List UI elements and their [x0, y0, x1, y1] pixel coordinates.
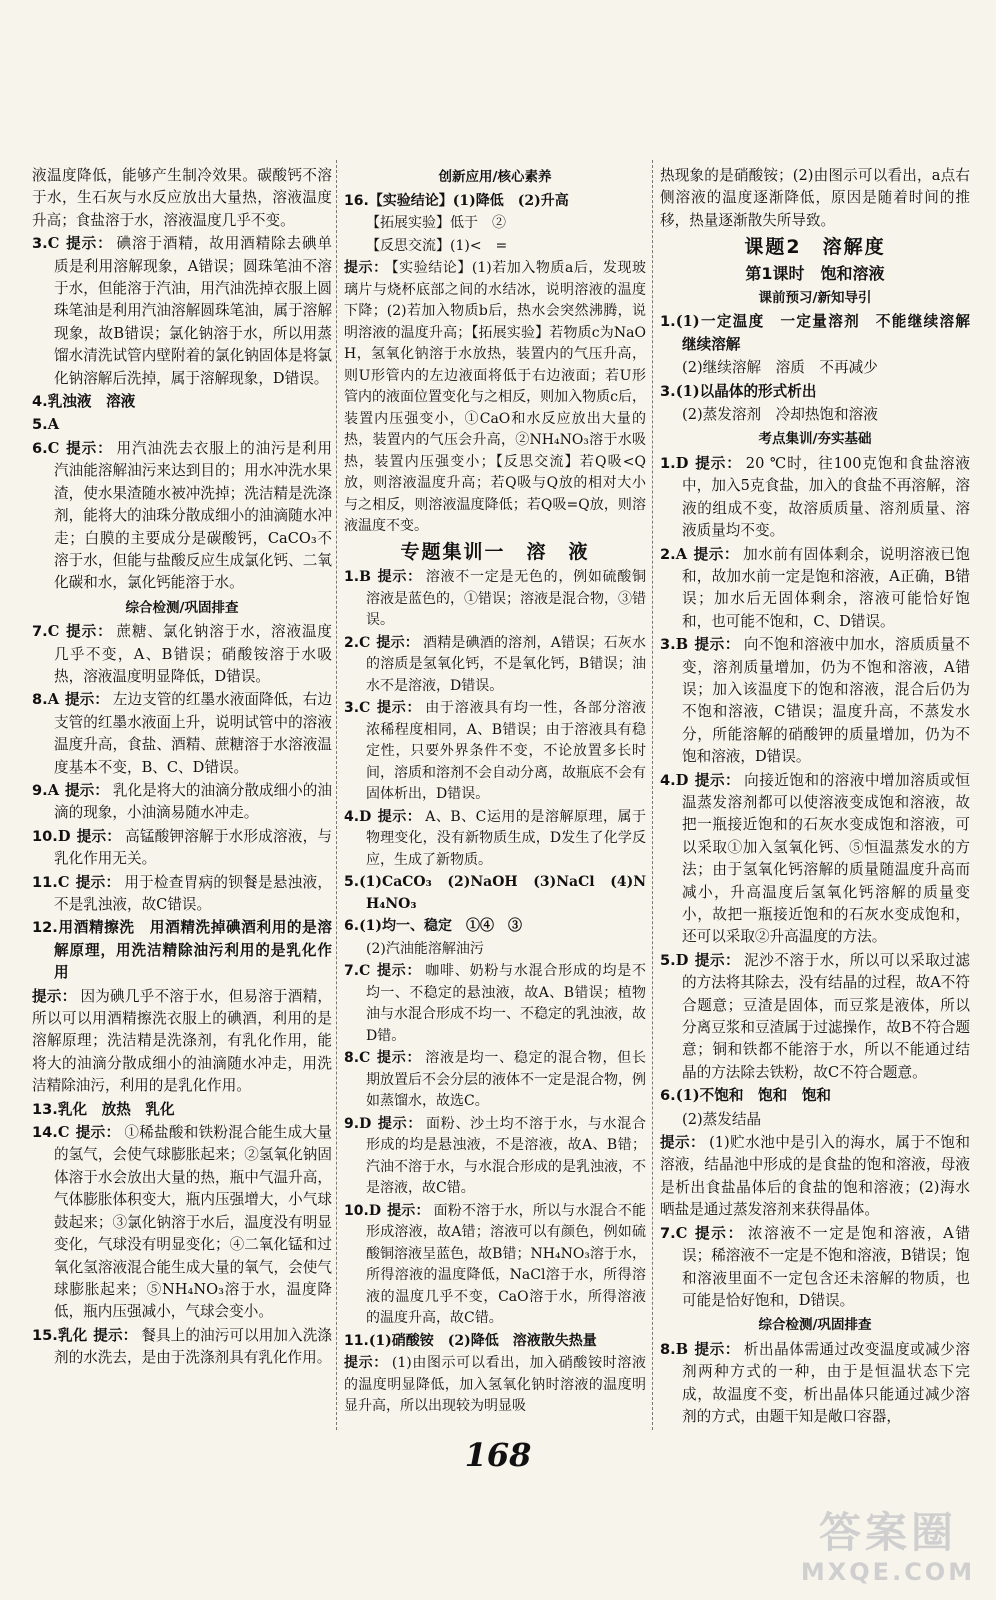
hint-paragraph — [344, 258, 646, 538]
hint-label: 提示： — [694, 951, 741, 969]
question-number: 4. — [32, 393, 48, 411]
continued-text: 液温度降低，能够产生制冷效果。碳酸钙不溶于水，生石灰与水反应放出大量热，溶液温度升高；食盐溶于水，溶液温度几乎不变。 — [32, 167, 332, 229]
hint-label: 提示： — [376, 1050, 422, 1066]
question-number: 15. — [32, 1326, 58, 1344]
answer-value: (1)以晶体的形式析出 — [675, 382, 817, 400]
question-number: 7. — [660, 1224, 676, 1242]
watermark-logo: 答案圈 — [818, 1508, 957, 1557]
question-number: 4. — [344, 808, 360, 825]
answer-value: A — [47, 416, 60, 434]
sub-answer: 【反思交流】(1)< = — [366, 237, 508, 254]
answer-item — [32, 1325, 332, 1370]
hint-label: 提示： — [660, 1134, 706, 1152]
section-heading: 考点集训/夯实基础 — [758, 431, 872, 448]
answer-value: B — [675, 636, 689, 654]
answer-item — [660, 950, 970, 1084]
hint-label: 提示： — [694, 454, 742, 472]
hint-text: 咖啡、奶粉与水混合形成的均是不均一、不稳定的悬浊液，故A、B错误；植物油与水混合形成不均一、不稳定的乳浊液，故D错。 — [366, 963, 646, 1044]
question-number: 5. — [660, 951, 676, 969]
answer-value: D — [675, 771, 689, 789]
answer-value: D — [359, 1115, 372, 1132]
answer-item — [344, 567, 646, 632]
answer-value: C — [47, 623, 60, 641]
answer-value: (1)CaCO₃ (2)NaOH (3)NaCl (4)NH₄NO₃ — [359, 874, 646, 912]
hint-text: 乳化是将大的油滴分散成细小的油滴的现象，小油滴易随水冲走。 — [54, 781, 332, 822]
hint-text: ①稀盐酸和铁粉混合能生成大量的氢气，会使气球膨胀起来；②氢氧化钠固体溶于水会放出大量的热，瓶中气温升高，气体膨胀体积变大，瓶内压强增大，小气球鼓起来；③氯化钠溶于水后，温度没有明显变化，气球没有明显变化；④二氧化锰和过氧化氢溶液混合能生成大量的氧气，会使气球膨胀起来；⑤NH₄NO₃溶于水，温度降低，瓶内压强减小，气球会变小。 — [54, 1124, 332, 1321]
hint-label: 提示： — [65, 623, 113, 641]
answer-value: (1)均一、稳定 ①④ ③ — [359, 918, 523, 934]
answer-item — [660, 634, 970, 768]
section-heading: 综合检测/巩固排查 — [125, 599, 239, 616]
answer-item — [32, 780, 332, 825]
answer-value: A — [675, 545, 688, 563]
hint-label: 提示： — [386, 1202, 430, 1219]
answer-value: (1)不饱和 饱和 饱和 — [675, 1087, 832, 1105]
answer-item — [32, 826, 332, 871]
answer-item — [32, 1099, 332, 1121]
answer-item — [660, 381, 970, 403]
hint-text: (1)贮水池中是引入的海水，属于不饱和溶液，结晶池中形成的是食盐的饱和溶液，母液是析出食盐晶体后的食盐的饱和溶液；(2)海水晒盐是通过蒸发溶剂来获得晶体。 — [660, 1134, 970, 1219]
sub-answer: (2)继续溶解 溶质 不再减少 — [682, 359, 878, 377]
answer-value: 用酒精擦洗 用酒精洗掉碘酒利用的是溶解原理，用洗洁精除油污利用的是乳化作用 — [54, 919, 332, 982]
answer-item — [32, 917, 332, 984]
question-number: 6. — [344, 918, 360, 934]
hint-text: 高锰酸钾溶解于水形成溶液，与乳化作用无关。 — [54, 827, 332, 868]
sub-answer: (2)汽油能溶解油污 — [366, 940, 484, 957]
column-right — [660, 165, 985, 1429]
section-heading: 创新应用/核心素养 — [438, 169, 552, 185]
question-number: 3. — [660, 636, 676, 654]
hint-label: 提示： — [65, 691, 109, 709]
answer-value: (1)一定温度 一定量溶剂 不能继续溶解 继续溶解 — [675, 313, 985, 353]
answer-item — [660, 311, 985, 356]
hint-label: 提示： — [694, 1340, 740, 1358]
hint-text: 酒精是碘酒的溶剂，A错误；石灰水的溶质是氢氧化钙，不是氧化钙，B错误；油水不是溶液，D错误。 — [366, 634, 646, 694]
answer-value: C — [57, 1124, 70, 1142]
question-number: 8. — [660, 1340, 676, 1358]
hint-label: 提示： — [76, 827, 122, 845]
hint-label: 提示： — [376, 634, 419, 651]
hint-label: 提示： — [377, 808, 422, 825]
hint-label: 提示： — [65, 235, 113, 253]
hint-label: 提示： — [694, 636, 740, 654]
hint-text: 用于检查胃病的钡餐是悬浊液，不是乳浊液，故C错误。 — [54, 873, 332, 913]
question-number: 11. — [344, 1332, 369, 1349]
question-number: 10. — [344, 1202, 369, 1219]
answer-item — [344, 807, 646, 872]
answer-item — [344, 698, 646, 806]
hint-label: 提示： — [694, 771, 741, 789]
answer-item — [660, 544, 970, 634]
answer-item — [660, 453, 970, 543]
page-number: 168 — [464, 1436, 532, 1474]
answer-value: 乳化 — [57, 1326, 88, 1344]
answer-value: C — [359, 634, 371, 651]
question-number: 16. — [344, 192, 369, 209]
answer-value: C — [47, 235, 60, 253]
answer-item — [32, 438, 332, 595]
section-heading: 综合检测/巩固排查 — [758, 1317, 872, 1334]
sub-answer: (2)蒸发溶剂 冷却热饱和溶液 — [682, 406, 878, 424]
question-number: 6. — [32, 439, 48, 457]
question-number: 1. — [660, 313, 676, 331]
hint-label: 提示： — [65, 439, 113, 457]
question-number: 4. — [660, 771, 676, 789]
answer-item — [32, 872, 332, 917]
answer-item — [32, 233, 332, 390]
answer-value: C — [57, 873, 70, 891]
answer-value: A — [47, 691, 60, 709]
hint-label: 提示： — [376, 700, 422, 716]
hint-text: 20 ℃时，往100克饱和食盐溶液中，加入5克食盐，加入的食盐不再溶解，溶液的组成不变，故溶质质量、溶剂质量、溶液质量均不变。 — [682, 454, 970, 540]
answer-item — [660, 770, 970, 949]
answer-item — [344, 1201, 646, 1330]
hint-label: 提示： — [344, 1355, 388, 1371]
question-number: 14. — [32, 1124, 58, 1142]
answer-value: D — [368, 1202, 381, 1219]
answer-item — [344, 1114, 646, 1200]
hint-text: 向接近饱和的溶液中增加溶质或恒温蒸发溶剂都可以使溶液变成饱和溶液，故把一瓶接近饱和的石灰水变成饱和溶液，可以采取①加入氢氧化钙、⑤恒温蒸发水的方法；由于氢氧化钙溶解的质量随温度升高而减小，升高温度后氢氧化钙溶解的质量变小，故把一瓶接近饱和的石灰水变成饱和，还可以采取②升高温度的方法。 — [682, 771, 970, 946]
hint-label: 提示： — [93, 1326, 138, 1344]
hint-text: 由于溶液具有均一性，各部分溶液浓稀程度相同，A、B错误；由于溶液具有稳定性，只要外界条件不变，不论放置多长时间，溶质和溶剂不会自动分离，故瓶底不会有固体析出，D错误。 — [366, 700, 646, 802]
answer-value: D — [359, 808, 372, 825]
hint-label: 提示： — [75, 1124, 121, 1142]
question-number: 8. — [344, 1050, 360, 1066]
hint-text: 蔗糖、氯化钠溶于水，溶液温度几乎不变，A、B错误；硝酸铵溶于水吸热，溶液温度明显降低，D错误。 — [54, 623, 332, 685]
hint-text: 加水前有固体剩余，说明溶液已饱和，故加水前一定是饱和溶液，A正确，B错误；加水后无固体剩余，溶液可能恰好饱和，也可能不饱和，C、D错误。 — [682, 545, 970, 630]
question-number: 10. — [32, 827, 58, 845]
hint-text: 餐具上的油污可以用加入洗涤剂的水洗去，是由于洗涤剂具有乳化作用。 — [54, 1326, 332, 1367]
answer-value: C — [359, 1050, 371, 1066]
answer-value: D — [57, 827, 71, 845]
hint-label: 提示： — [693, 545, 740, 563]
answer-item — [344, 633, 646, 698]
question-number: 9. — [344, 1115, 360, 1132]
answer-value: B — [675, 1340, 689, 1358]
hint-text: 溶液是均一、稳定的混合物，但长期放置后不会分层的液体不一定是混合物，例如蒸馏水，故选C。 — [366, 1050, 646, 1109]
continued-text: 热现象的是硝酸铵；(2)由图示可以看出，a点右侧溶液的温度逐渐降低，原因是随着时间的推移，热量逐渐散失所导致。 — [660, 167, 970, 229]
hint-text: 【实验结论】(1)若加入物质a后，发现玻璃片与烧杯底部之间的水结冰，说明溶液的温度下降；(2)若加入物质b后，热水会突然沸腾，说明溶液的温度升高；【拓展实验】若物质c为NaOH，氢氧化钠溶于水放热，装置内的气压升高，则U形管内的左边液面将低于右边液面；若U形管内的液面位置变化与之相反，则加入物质c后，装置内压强变小，①CaO和水反应放出大量的热，装置内的气压会升高，②NH₄NO₃溶于水吸热，装置内压强变小；【反思交流】若Q吸<Q放，则溶液温度升高；若Q吸与Q放的相对大小与之相反，则溶液温度降低；若Q吸=Q放，则溶液温度不变。 — [344, 260, 646, 534]
sub-answer: (2)蒸发结晶 — [682, 1110, 762, 1128]
hint-label: 提示： — [376, 569, 422, 585]
hint-text: 面粉、沙土均不溶于水，与水混合形成的均是悬浊液，不是溶液，故A、B错；汽油不溶于水，与水混合形成的是乳浊液，不是溶液，故C错。 — [366, 1115, 646, 1196]
hint-text: 析出晶体需通过改变温度或减少溶剂两种方式的一种，由于是恒温状态下完成，故温度不变，析出晶体只能通过减少溶剂的方式，由题干知是敞口容器， — [682, 1340, 970, 1425]
hint-label: 提示： — [75, 873, 121, 891]
answer-value: C — [359, 700, 371, 716]
hint-text: 溶液不一定是无色的，例如硫酸铜溶液是蓝色的，①错误；溶液是混合物，③错误。 — [366, 569, 647, 628]
hint-text: A、B、C运用的是溶解原理，属于物理变化，没有新物质生成，D发生了化学反应，生成了新物质。 — [366, 808, 646, 868]
column-middle — [344, 165, 646, 1419]
question-number: 8. — [32, 691, 48, 709]
hint-text: 因为碘几乎不溶于水，但易溶于酒精，所以可以用酒精擦洗衣服上的碘酒，利用的是溶解原理；洗洁精是洗涤剂，有乳化作用，能将大的油滴分散成细小的油滴随水冲走，用洗洁精除油污，利用的是乳化作用。 — [32, 987, 332, 1095]
unit-title: 课题2 溶解度 — [744, 236, 886, 259]
column-divider — [336, 160, 338, 1430]
hint-label: 提示： — [377, 1115, 423, 1132]
site-watermark — [798, 1508, 978, 1586]
answer-item — [660, 1339, 970, 1429]
answer-item — [32, 414, 332, 436]
answer-value: A — [47, 781, 60, 799]
question-number: 6. — [660, 1087, 676, 1105]
hint-paragraph — [344, 1353, 646, 1418]
answer-item — [32, 621, 332, 688]
question-number: 5. — [344, 874, 360, 890]
column-left — [32, 165, 332, 1371]
hint-text: 面粉不溶于水，所以与水混合不能形成溶液，故A错；溶液可以有颜色，例如硫酸铜溶液呈蓝色，故B错；NH₄NO₃溶于水，所得溶液的温度降低，NaCl溶于水，所得溶液的温度几乎不变，CaO溶于水，所得溶液的温度升高，故C错。 — [366, 1202, 647, 1326]
hint-text: 向不饱和溶液中加水，溶质质量不变，溶剂质量增加，仍为不饱和溶液，A错误；加入该温度下的饱和溶液，混合后仍为不饱和溶液，C错误；温度升高，不蒸发水分，所能溶解的硝酸钾的质量增加，仍为不饱和溶液，D错误。 — [682, 636, 970, 766]
hint-text: 用汽油洗去衣服上的油污是利用汽油能溶解油污来达到目的；用水冲洗水果渣，使水果渣随水被冲洗掉；洗洁精是洗涤剂，能将大的油珠分散成细小的油滴随水冲走；白膜的主要成分是碳酸钙，CaCO₃不溶于水，但能与盐酸反应生成氯化钙、二氧化碳和水，氯化钙能溶于水。 — [54, 439, 332, 592]
answer-value: C — [675, 1224, 688, 1242]
question-number: 3. — [344, 700, 360, 716]
hint-text: 浓溶液不一定是饱和溶液，A错误；稀溶液不一定是不饱和溶液，B错误；饱和溶液里面不一定包含还未溶解的物质，也可能是恰好饱和，D错误。 — [682, 1224, 971, 1309]
hint-text: 左边支管的红墨水液面降低，右边支管的红墨水液面上升，说明试管中的溶液温度升高，食盐、酒精、蔗糖溶于水溶液温度基本不变，B、C、D错误。 — [54, 691, 332, 776]
answer-item — [344, 916, 646, 938]
hint-label: 提示： — [32, 987, 77, 1005]
answer-value: 乳浊液 溶液 — [47, 393, 136, 411]
watermark-url: MXQE.COM — [800, 1558, 976, 1586]
hint-label: 提示： — [693, 1224, 744, 1242]
question-number: 3. — [660, 382, 676, 400]
answer-value: C — [47, 439, 60, 457]
hint-label: 提示： — [344, 260, 388, 276]
answer-value: B — [359, 569, 371, 585]
question-number: 7. — [344, 963, 360, 979]
question-number: 1. — [660, 454, 676, 472]
answer-value: C — [359, 963, 371, 979]
question-number: 11. — [32, 873, 58, 891]
lesson-title: 第1课时 饱和溶液 — [745, 263, 885, 283]
answer-value: 乳化 放热 乳化 — [57, 1100, 175, 1118]
question-number: 1. — [344, 569, 360, 585]
question-number: 13. — [32, 1100, 58, 1118]
answer-value: (1)硝酸铵 (2)降低 溶液散失热量 — [368, 1332, 597, 1349]
column-divider — [652, 160, 654, 1430]
answer-item — [344, 191, 646, 213]
question-number: 2. — [344, 634, 360, 651]
question-number: 2. — [660, 545, 676, 563]
answer-value: D — [675, 454, 689, 472]
answer-item — [344, 1048, 646, 1113]
answer-item — [32, 689, 332, 779]
answer-item — [344, 872, 646, 915]
answer-value: 【实验结论】(1)降低 (2)升高 — [368, 192, 569, 209]
answer-item — [344, 1331, 646, 1353]
hint-text: 碘溶于酒精，故用酒精除去碘单质是利用溶解现象，A错误；圆珠笔油不溶于水，但能溶于汽油，用汽油洗掉衣服上圆珠笔油是利用汽油溶解圆珠笔油，属于溶解现象，故B错误；氯化钠溶于水，所以用蒸馏水清洗试管内壁附着的氯化钠固体是将氯化钠溶解后洗掉，属于溶解现象，D错误。 — [54, 235, 332, 387]
answer-item — [32, 391, 332, 413]
hint-paragraph — [32, 986, 332, 1098]
question-number: 9. — [32, 781, 48, 799]
question-number: 7. — [32, 623, 48, 641]
answer-value: D — [675, 951, 689, 969]
hint-label: 提示： — [65, 781, 109, 799]
hint-text: 泥沙不溶于水，所以可以采取过滤的方法将其除去，没有结晶的过程，故A不符合题意；豆渣是固体，而豆浆是液体，所以分离豆浆和豆渣属于过滤操作，故B不符合题意；铜和铁都不能溶于水，所以不能通过结晶的方法除去铁粉，故C不符合题意。 — [682, 951, 971, 1081]
answer-item — [660, 1085, 970, 1107]
section-heading: 课前预习/新知导引 — [758, 290, 872, 307]
hint-text: (1)由图示可以看出，加入硝酸铵时溶液的温度明显降低，加入氢氧化钠时溶液的温度明显升高，所以出现较为明显吸 — [344, 1355, 646, 1414]
answer-item — [32, 1122, 332, 1324]
hint-label: 提示： — [376, 963, 422, 979]
answer-item — [660, 1223, 970, 1313]
answer-item — [344, 961, 646, 1047]
sub-answer: 【拓展实验】低于 ② — [366, 215, 506, 231]
hint-paragraph — [660, 1132, 970, 1222]
unit-title: 专题集训一 溶 液 — [400, 540, 590, 563]
question-number: 12. — [32, 919, 58, 937]
question-number: 3. — [32, 235, 48, 253]
question-number: 5. — [32, 416, 48, 434]
